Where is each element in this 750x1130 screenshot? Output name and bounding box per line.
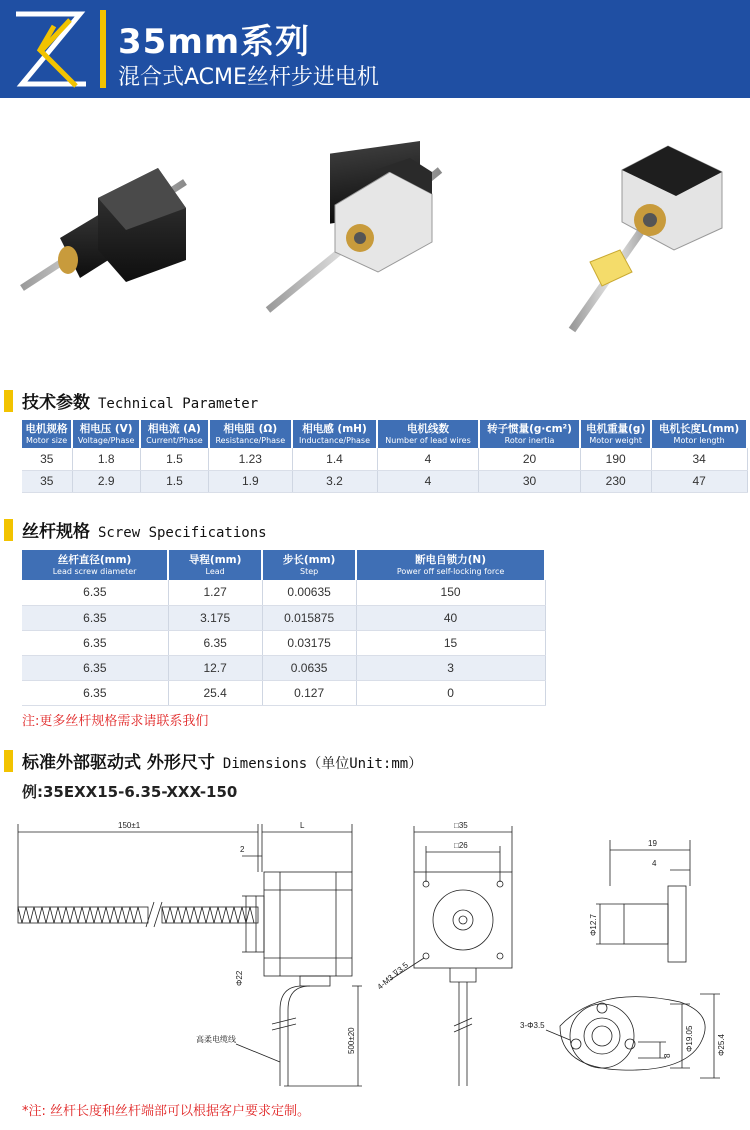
table-cell: 34: [651, 448, 747, 470]
column-header-en: Motor weight: [589, 436, 642, 445]
column-header-en: Motor size: [25, 436, 68, 445]
table-cell: 25.4: [168, 680, 262, 705]
column-header: [168, 550, 262, 580]
boss-dia-label: Φ22: [235, 970, 244, 986]
tech-title-zh: 技术参数: [22, 393, 90, 413]
column-header-zh: 断电自锁力(N): [415, 554, 486, 566]
column-header-en: Rotor inertia: [504, 436, 555, 445]
screw-length-label: 150±1: [118, 821, 141, 830]
tech-title-en: Technical Parameter: [98, 396, 259, 412]
column-header: [262, 550, 356, 580]
table-cell: 0.015875: [262, 605, 356, 630]
column-header: [377, 420, 479, 448]
column-header-en: Inductance/Phase: [299, 436, 371, 445]
column-header: [479, 420, 580, 448]
table-cell: 2.9: [72, 470, 140, 492]
header-banner: [0, 0, 750, 98]
table-cell: 0.03175: [262, 630, 356, 655]
nut-bcd-label: Φ19.05: [685, 1025, 694, 1052]
table-cell: 230: [580, 470, 651, 492]
section-marker: [4, 750, 13, 772]
table-cell: 1.9: [209, 470, 292, 492]
header-accent-bar: [100, 10, 106, 88]
table-cell: 3: [356, 655, 545, 680]
side-view-drawing: [10, 812, 390, 1102]
column-header-zh: 相电阻 (Ω): [223, 423, 278, 435]
tech-param-heading: [0, 388, 750, 414]
table-cell: 15: [356, 630, 545, 655]
table-cell: 1.8: [72, 448, 140, 470]
cable-length-label: 500±20: [347, 1027, 356, 1054]
table-row: [22, 655, 545, 680]
table-cell: 4: [377, 470, 479, 492]
motor-length-label: L: [300, 821, 305, 830]
table-cell: 35: [22, 470, 72, 492]
nut-flange-label: 4: [652, 859, 657, 868]
table-cell: 190: [580, 448, 651, 470]
product-photos: [0, 110, 750, 350]
column-header: [356, 550, 545, 580]
column-header-en: Lead: [205, 567, 225, 576]
column-header: [140, 420, 208, 448]
nut-dia-label: Φ12.7: [589, 914, 598, 936]
table-cell: 40: [356, 605, 545, 630]
frame-size-label: □35: [454, 821, 468, 830]
series-title: 35mm系列: [118, 22, 311, 62]
column-header-en: Resistance/Phase: [215, 436, 286, 445]
table-header-row: [22, 420, 747, 448]
table-cell: 0.127: [262, 680, 356, 705]
screw-title-en: Screw Specifications: [98, 525, 267, 541]
table-cell: 0: [356, 680, 545, 705]
table-cell: 30: [479, 470, 580, 492]
table-cell: 20: [479, 448, 580, 470]
zk-logo: [10, 6, 92, 92]
screw-spec-heading: [0, 517, 750, 543]
table-cell: 1.4: [292, 448, 377, 470]
table-cell: 6.35: [168, 630, 262, 655]
table-header-row: [22, 550, 545, 580]
table-cell: 47: [651, 470, 747, 492]
column-header-zh: 相电感 (mH): [302, 423, 367, 435]
column-header-zh: 转子惯量(g·cm²): [487, 423, 572, 435]
column-header-zh: 相电流 (A): [147, 423, 201, 435]
column-header-zh: 电机重量(g): [586, 423, 646, 435]
dimensions-title-en: Dimensions（单位Unit:mm）: [222, 756, 423, 772]
nut-flat-label: 8: [663, 1053, 672, 1058]
column-header-en: Lead screw diameter: [52, 567, 137, 576]
column-header: [22, 420, 72, 448]
table-row: [22, 448, 747, 470]
mount-holes-label: 4-M3 ⊽3.5: [375, 960, 410, 992]
table-cell: 6.35: [22, 580, 168, 605]
table-cell: 0.00635: [262, 580, 356, 605]
table-cell: 1.23: [209, 448, 292, 470]
table-cell: 35: [22, 448, 72, 470]
table-cell: 1.27: [168, 580, 262, 605]
table-row: [22, 470, 747, 492]
table-cell: 6.35: [22, 655, 168, 680]
nut-outer-label: Φ25.4: [717, 1034, 726, 1056]
table-row: [22, 630, 545, 655]
column-header-en: Power off self-locking force: [396, 567, 505, 576]
table-cell: 3.2: [292, 470, 377, 492]
boss-offset-label: 2: [240, 845, 245, 854]
dimensions-title: 标准外部驱动式 外形尺寸: [22, 753, 215, 773]
table-cell: 1.5: [140, 470, 208, 492]
screw-spec-table: [22, 550, 546, 706]
table-cell: 12.7: [168, 655, 262, 680]
section-marker: [4, 390, 13, 412]
column-header-en: Motor length: [673, 436, 725, 445]
footnote: *注: 丝杆长度和丝杆端部可以根据客户要求定制。: [22, 1104, 311, 1119]
table-row: [22, 680, 545, 705]
table-cell: 3.175: [168, 605, 262, 630]
column-header-zh: 丝杆直径(mm): [57, 554, 132, 566]
column-header-zh: 相电压 (V): [79, 423, 133, 435]
table-cell: 6.35: [22, 630, 168, 655]
table-cell: 6.35: [22, 680, 168, 705]
column-header: [580, 420, 651, 448]
nut-drawing: [520, 830, 748, 1090]
screw-note: 注:更多丝杆规格需求请联系我们: [22, 714, 209, 729]
table-cell: 6.35: [22, 605, 168, 630]
tech-param-table: [22, 420, 748, 493]
series-subtitle: 混合式ACME丝杆步进电机: [118, 65, 379, 90]
table-cell: 0.0635: [262, 655, 356, 680]
dimensions-heading: [0, 748, 750, 774]
motor-photo-1: [22, 168, 186, 288]
section-marker: [4, 519, 13, 541]
table-cell: 4: [377, 448, 479, 470]
column-header-en: Voltage/Phase: [77, 436, 135, 445]
column-header: [651, 420, 747, 448]
column-header-en: Number of lead wires: [385, 436, 471, 445]
column-header-zh: 电机线数: [406, 423, 449, 435]
motor-photo-3: [572, 146, 722, 330]
model-example: 例:35EXX15-6.35-XXX-150: [22, 783, 238, 801]
column-header-zh: 步长(mm): [282, 554, 336, 566]
column-header: [209, 420, 292, 448]
column-header-zh: 导程(mm): [188, 554, 242, 566]
motor-photo-2: [268, 141, 440, 310]
column-header: [292, 420, 377, 448]
hole-spacing-label: □26: [454, 841, 468, 850]
column-header-zh: 电机规格: [25, 423, 68, 435]
cable-label: 高柔电缆线: [196, 1035, 236, 1044]
table-row: [22, 580, 545, 605]
screw-title-zh: 丝杆规格: [22, 522, 90, 542]
nut-holes-label: 3-Φ3.5: [520, 1021, 545, 1030]
table-row: [22, 605, 545, 630]
column-header-en: Step: [300, 567, 319, 576]
column-header-en: Current/Phase: [146, 436, 203, 445]
table-cell: 150: [356, 580, 545, 605]
column-header-zh: 电机长度L(mm): [659, 423, 740, 435]
column-header: [22, 550, 168, 580]
column-header: [72, 420, 140, 448]
nut-length-label: 19: [648, 839, 657, 848]
table-cell: 1.5: [140, 448, 208, 470]
